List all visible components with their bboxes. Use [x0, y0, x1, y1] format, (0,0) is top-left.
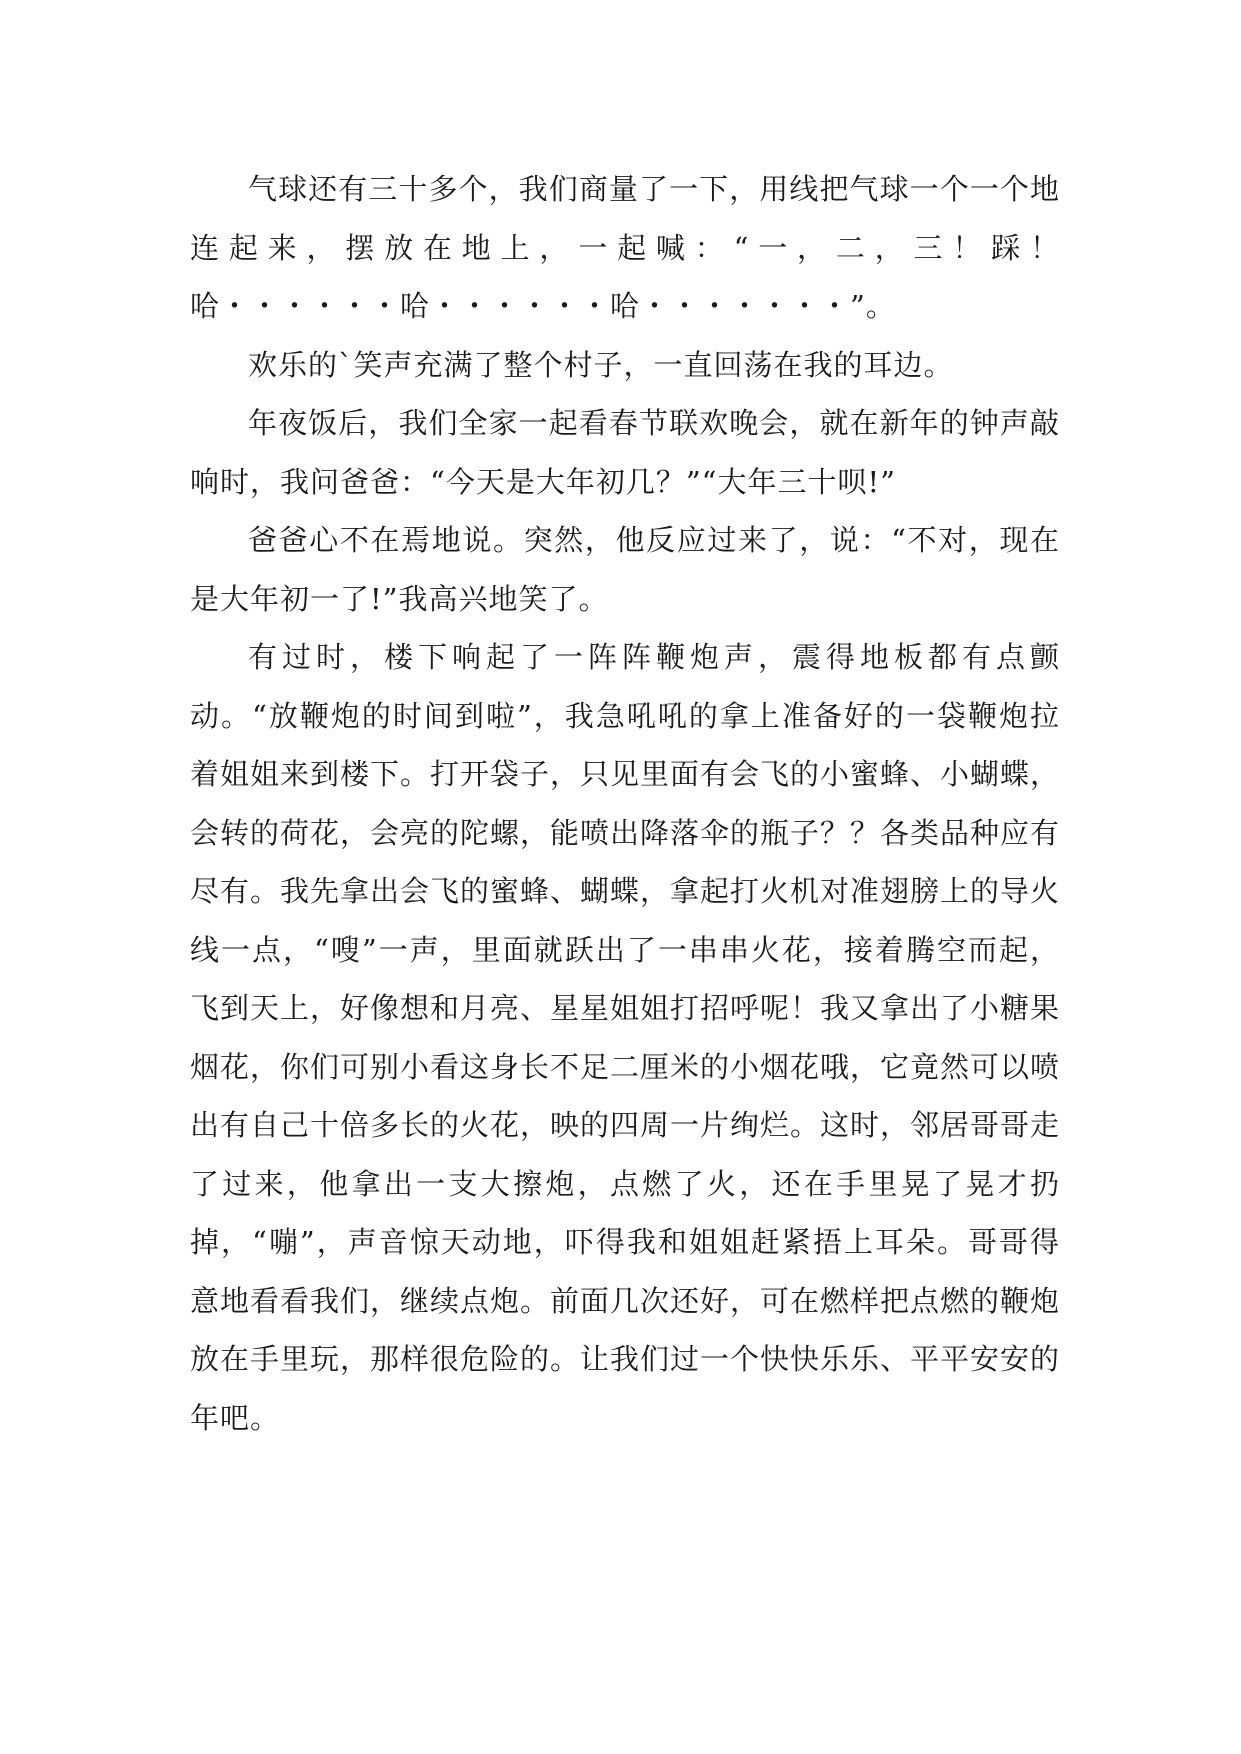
paragraph-new-year-eve: 年夜饭后，我们全家一起看春节联欢晚会，就在新年的钟声敲响时，我问爸爸：“今天是大年初几？”“大年三十呗!” — [190, 406, 1060, 499]
paragraph-balloons: 气球还有三十多个，我们商量了一下，用线把气球一个一个地连起来，摆放在地上，一起喊：“一，二，三！踩！哈・・・・・・哈・・・・・・哈・・・・・・・”。 — [190, 172, 1060, 323]
paragraph-laughter: 欢乐的`笑声充满了整个村子，一直回荡在我的耳边。 — [248, 347, 954, 382]
paragraph-dad-reply: 爸爸心不在焉地说。突然，他反应过来了，说：“不对，现在是大年初一了!”我高兴地笑了。 — [190, 523, 1060, 616]
document-page — [190, 160, 1060, 1447]
paragraph-firecrackers: 有过时，楼下响起了一阵阵鞭炮声，震得地板都有点颤动。“放鞭炮的时间到啦”，我急吼吼的拿上准备好的一袋鞭炮拉着姐姐来到楼下。打开袋子，只见里面有会飞的小蜜蜂、小蝴蝶，会转的荷花，会亮的陀螺，能喷出降落伞的瓶子？？各类品种应有尽有。我先拿出会飞的蜜蜂、蝴蝶，拿起打火机对准翅膀上的导火线一点，“嗖”一声，里面就跃出了一串串火花，接着腾空而起，飞到天上，好像想和月亮、星星姐姐打招呼呢！我又拿出了小糖果烟花，你们可别小看这身长不足二厘米的小烟花哦，它竟然可以喷出有自己十倍多长的火花，映的四周一片绚烂。这时，邻居哥哥走了过来，他拿出一支大擦炮，点燃了火，还在手里晃了晃才扔掉，“嘣”，声音惊天动地，吓得我和姐姐赶紧捂上耳朵。哥哥得意地看看我们，继续点炮。前面几次还好，可在燃样把点燃的鞭炮放在手里玩，那样很危险的。让我们过一个快快乐乐、平平安安的年吧。 — [190, 640, 1061, 1435]
